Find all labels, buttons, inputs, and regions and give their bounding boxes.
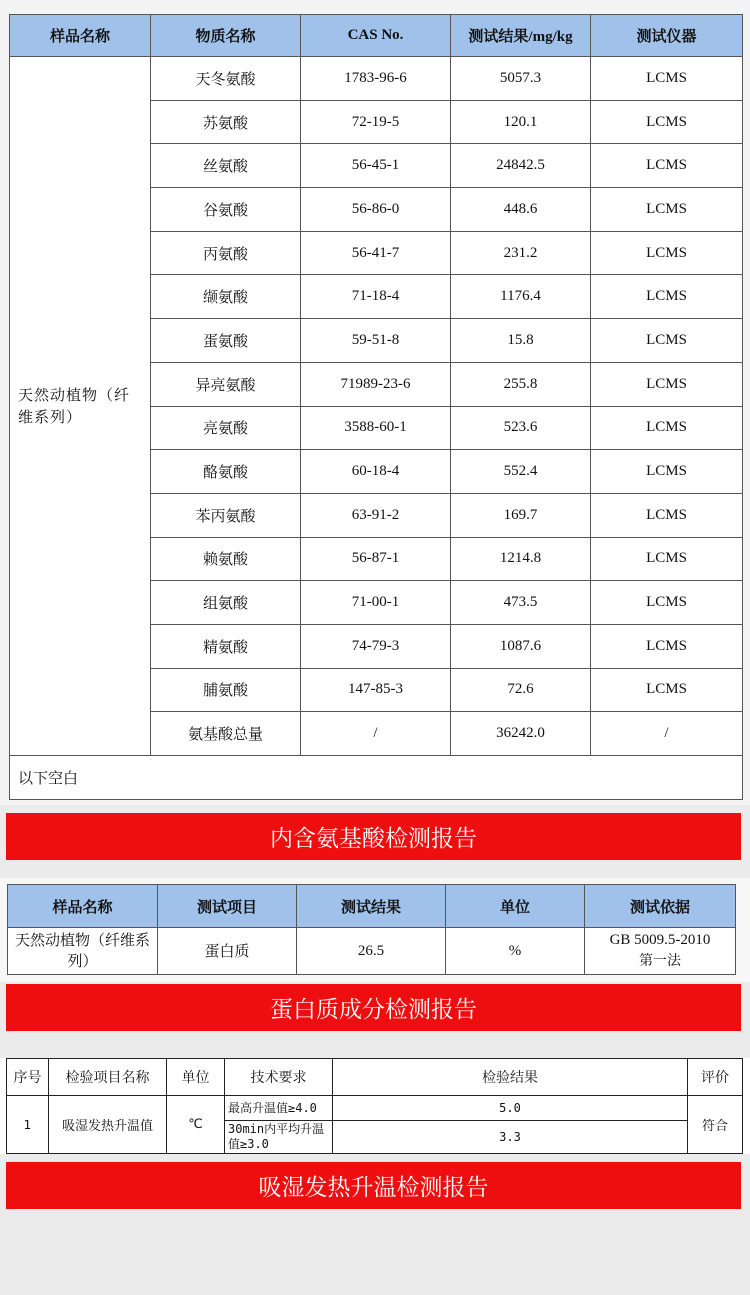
substance-cell: 蛋氨酸 bbox=[151, 319, 301, 363]
substance-cell: 苯丙氨酸 bbox=[151, 493, 301, 537]
result-cell: 1176.4 bbox=[451, 275, 591, 319]
cas-cell: 56-41-7 bbox=[301, 231, 451, 275]
header-cas-no: CAS No. bbox=[301, 15, 451, 57]
table-header-row bbox=[10, 15, 743, 57]
substance-cell: 丝氨酸 bbox=[151, 144, 301, 188]
result-cell: 15.8 bbox=[451, 319, 591, 363]
basis-standard: GB 5009.5-2010 bbox=[609, 932, 711, 948]
substance-cell: 丙氨酸 bbox=[151, 231, 301, 275]
substance-cell: 异亮氨酸 bbox=[151, 362, 301, 406]
result-cell: 473.5 bbox=[451, 581, 591, 625]
table-header-row bbox=[7, 1059, 743, 1096]
instrument-cell: LCMS bbox=[591, 100, 743, 144]
table-header-row bbox=[8, 885, 736, 928]
footer-row bbox=[10, 756, 743, 800]
result-cell: 1214.8 bbox=[451, 537, 591, 581]
instrument-cell: LCMS bbox=[591, 275, 743, 319]
protein-banner: 蛋白质成分检测报告 bbox=[6, 984, 741, 1031]
sample-name-cell: 天然动植物（纤维系列） bbox=[10, 57, 151, 756]
result-cell: 448.6 bbox=[451, 188, 591, 232]
heat-report bbox=[0, 1058, 750, 1154]
instrument-cell: LCMS bbox=[591, 450, 743, 494]
protein-table bbox=[7, 884, 736, 975]
evaluation-cell: 符合 bbox=[688, 1096, 743, 1154]
instrument-cell: LCMS bbox=[591, 319, 743, 363]
substance-cell: 赖氨酸 bbox=[151, 537, 301, 581]
cas-cell: 56-87-1 bbox=[301, 537, 451, 581]
heat-banner: 吸湿发热升温检测报告 bbox=[6, 1162, 741, 1209]
cas-cell: 1783-96-6 bbox=[301, 57, 451, 101]
header-sample-name: 样品名称 bbox=[8, 885, 158, 928]
header-requirement: 技术要求 bbox=[225, 1059, 333, 1096]
instrument-cell: LCMS bbox=[591, 537, 743, 581]
cas-cell: 71989-23-6 bbox=[301, 362, 451, 406]
header-substance-name: 物质名称 bbox=[151, 15, 301, 57]
header-test-result: 测试结果 bbox=[297, 885, 446, 928]
result-cell: 231.2 bbox=[451, 231, 591, 275]
cas-cell: 59-51-8 bbox=[301, 319, 451, 363]
cas-cell: 147-85-3 bbox=[301, 668, 451, 712]
substance-cell: 谷氨酸 bbox=[151, 188, 301, 232]
result-cell: 552.4 bbox=[451, 450, 591, 494]
amino-acid-table bbox=[9, 14, 743, 800]
result-cell: 5.0 bbox=[333, 1096, 688, 1121]
instrument-cell: LCMS bbox=[591, 188, 743, 232]
result-cell: 523.6 bbox=[451, 406, 591, 450]
instrument-cell: LCMS bbox=[591, 624, 743, 668]
cas-cell: 74-79-3 bbox=[301, 624, 451, 668]
result-cell: 72.6 bbox=[451, 668, 591, 712]
result-cell: 26.5 bbox=[297, 928, 446, 975]
result-cell: 169.7 bbox=[451, 493, 591, 537]
table-row bbox=[8, 928, 736, 975]
cas-cell: 60-18-4 bbox=[301, 450, 451, 494]
header-result: 检验结果 bbox=[333, 1059, 688, 1096]
result-cell: 3.3 bbox=[333, 1121, 688, 1154]
basis-cell bbox=[585, 928, 736, 975]
instrument-cell: LCMS bbox=[591, 581, 743, 625]
cas-cell: / bbox=[301, 712, 451, 756]
header-test-item: 测试项目 bbox=[158, 885, 297, 928]
substance-cell: 氨基酸总量 bbox=[151, 712, 301, 756]
cas-cell: 56-86-0 bbox=[301, 188, 451, 232]
amino-acid-banner: 内含氨基酸检测报告 bbox=[6, 813, 741, 860]
unit-cell: ℃ bbox=[167, 1096, 225, 1154]
instrument-cell: / bbox=[591, 712, 743, 756]
substance-cell: 酪氨酸 bbox=[151, 450, 301, 494]
index-cell: 1 bbox=[7, 1096, 49, 1154]
header-unit: 单位 bbox=[446, 885, 585, 928]
instrument-cell: LCMS bbox=[591, 231, 743, 275]
cas-cell: 63-91-2 bbox=[301, 493, 451, 537]
requirement-cell: 最高升温值≥4.0 bbox=[225, 1096, 333, 1121]
result-cell: 5057.3 bbox=[451, 57, 591, 101]
header-result: 测试结果/mg/kg bbox=[451, 15, 591, 57]
cas-cell: 56-45-1 bbox=[301, 144, 451, 188]
substance-cell: 缬氨酸 bbox=[151, 275, 301, 319]
instrument-cell: LCMS bbox=[591, 493, 743, 537]
table-row bbox=[7, 1096, 743, 1121]
requirement-cell: 30min内平均升温值≥3.0 bbox=[225, 1121, 333, 1154]
instrument-cell: LCMS bbox=[591, 57, 743, 101]
protein-report bbox=[0, 878, 750, 982]
sample-name-cell: 天然动植物（纤维系列） bbox=[8, 928, 158, 975]
unit-cell: % bbox=[446, 928, 585, 975]
header-evaluation: 评价 bbox=[688, 1059, 743, 1096]
substance-cell: 组氨酸 bbox=[151, 581, 301, 625]
cas-cell: 71-00-1 bbox=[301, 581, 451, 625]
header-index: 序号 bbox=[7, 1059, 49, 1096]
header-instrument: 测试仪器 bbox=[591, 15, 743, 57]
instrument-cell: LCMS bbox=[591, 362, 743, 406]
heat-table bbox=[6, 1058, 743, 1154]
result-cell: 36242.0 bbox=[451, 712, 591, 756]
result-cell: 120.1 bbox=[451, 100, 591, 144]
cas-cell: 71-18-4 bbox=[301, 275, 451, 319]
header-item-name: 检验项目名称 bbox=[49, 1059, 167, 1096]
blank-below-note: 以下空白 bbox=[10, 756, 743, 800]
cas-cell: 72-19-5 bbox=[301, 100, 451, 144]
header-unit: 单位 bbox=[167, 1059, 225, 1096]
table-row bbox=[10, 57, 743, 101]
instrument-cell: LCMS bbox=[591, 144, 743, 188]
item-name-cell: 吸湿发热升温值 bbox=[49, 1096, 167, 1154]
instrument-cell: LCMS bbox=[591, 668, 743, 712]
test-item-cell: 蛋白质 bbox=[158, 928, 297, 975]
result-cell: 1087.6 bbox=[451, 624, 591, 668]
instrument-cell: LCMS bbox=[591, 406, 743, 450]
substance-cell: 脯氨酸 bbox=[151, 668, 301, 712]
header-test-basis: 测试依据 bbox=[585, 885, 736, 928]
substance-cell: 精氨酸 bbox=[151, 624, 301, 668]
header-sample-name: 样品名称 bbox=[10, 15, 151, 57]
substance-cell: 苏氨酸 bbox=[151, 100, 301, 144]
cas-cell: 3588-60-1 bbox=[301, 406, 451, 450]
substance-cell: 天冬氨酸 bbox=[151, 57, 301, 101]
basis-method: 第一法 bbox=[639, 953, 681, 969]
substance-cell: 亮氨酸 bbox=[151, 406, 301, 450]
result-cell: 24842.5 bbox=[451, 144, 591, 188]
result-cell: 255.8 bbox=[451, 362, 591, 406]
